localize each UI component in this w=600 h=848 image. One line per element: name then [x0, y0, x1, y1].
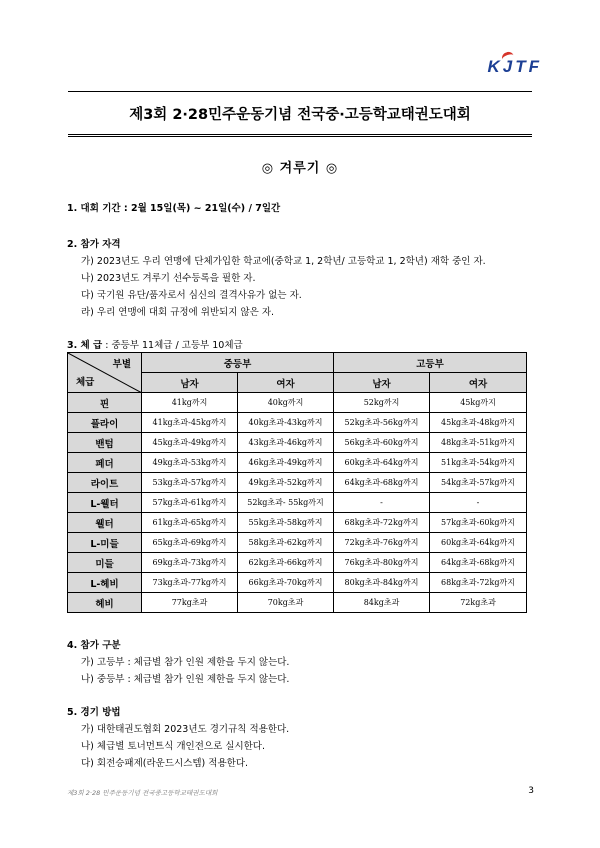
weight-range-cell: 41kg까지 [142, 393, 238, 413]
weight-range-cell: 76kg초과-80kg까지 [334, 553, 430, 573]
weight-range-cell: 72kg초과 [430, 593, 527, 613]
division-header: 고등부 [334, 353, 527, 373]
weight-range-cell: 72kg초과-76kg까지 [334, 533, 430, 553]
weight-range-cell: 40kg초과-43kg까지 [238, 413, 334, 433]
weight-class-name: 페더 [68, 453, 142, 473]
table-row [68, 593, 527, 613]
weight-class-name: L-미들 [68, 533, 142, 553]
gender-header: 여자 [238, 373, 334, 393]
weight-range-cell: 73kg초과-77kg까지 [142, 573, 238, 593]
weight-class-name: 헤비 [68, 593, 142, 613]
weight-range-cell: 40kg까지 [238, 393, 334, 413]
weight-heading-detail: : 중등부 11체급 / 고등부 10체급 [102, 340, 243, 351]
weight-range-cell: 66kg초과-70kg까지 [238, 573, 334, 593]
weight-class-name: 핀 [68, 393, 142, 413]
table-row [68, 513, 527, 533]
weight-class-name: 라이트 [68, 473, 142, 493]
weight-range-cell: 69kg초과-73kg까지 [142, 553, 238, 573]
gender-header: 여자 [430, 373, 527, 393]
table-corner-cell [68, 353, 142, 393]
document-title [68, 91, 532, 137]
weight-range-cell: 53kg초과-57kg까지 [142, 473, 238, 493]
weight-range-cell: 49kg초과-53kg까지 [142, 453, 238, 473]
page-number: 3 [528, 786, 534, 796]
weight-class-table [67, 352, 527, 613]
table-row [68, 473, 527, 493]
weight-range-cell: 52kg초과- 55kg까지 [238, 493, 334, 513]
weight-range-cell: 52kg초과-56kg까지 [334, 413, 430, 433]
kjtf-logo [488, 56, 543, 78]
weight-range-cell: 65kg초과-69kg까지 [142, 533, 238, 553]
weight-range-cell: 60kg초과-64kg까지 [334, 453, 430, 473]
table-row [68, 533, 527, 553]
weight-class-name: 밴텀 [68, 433, 142, 453]
document-title-text: 제3회 2·28민주운동기념 전국중·고등학교태권도대회 [129, 106, 471, 123]
weight-range-cell: 62kg초과-66kg까지 [238, 553, 334, 573]
table-row [68, 433, 527, 453]
weight-range-cell: 64kg초과-68kg까지 [334, 473, 430, 493]
logo-text: KJTF [487, 57, 542, 76]
table-row [68, 413, 527, 433]
method-item: 다) 회전승패제(라운드시스템) 적용한다. [81, 758, 249, 769]
weight-heading [67, 337, 243, 351]
weight-range-cell: 70kg초과 [238, 593, 334, 613]
weight-range-cell: 60kg초과-64kg까지 [430, 533, 527, 553]
category-item: 가) 고등부 : 체급별 참가 인원 제한을 두지 않는다. [81, 657, 290, 668]
weight-range-cell: 41kg초과-45kg까지 [142, 413, 238, 433]
weight-range-cell: 77kg초과 [142, 593, 238, 613]
weight-range-cell: 48kg초과-51kg까지 [430, 433, 527, 453]
corner-class-label: 체급 [76, 377, 95, 388]
method-heading: 5. 경기 방법 [67, 707, 121, 718]
weight-range-cell: 45kg까지 [430, 393, 527, 413]
page-footer: 제3회 2·28 민주운동기념 전국중고등학교태권도대회 [67, 789, 218, 797]
weight-range-cell: 45kg초과-49kg까지 [142, 433, 238, 453]
eligibility-item: 가) 2023년도 우리 연맹에 단체가입한 학교에(중학교 1, 2학년/ 고등학교 1, 2학년) 재학 중인 자. [81, 256, 486, 267]
weight-range-cell: 51kg초과-54kg까지 [430, 453, 527, 473]
weight-class-name: L-웰터 [68, 493, 142, 513]
table-row [68, 553, 527, 573]
weight-range-cell: 45kg초과-48kg까지 [430, 413, 527, 433]
weight-class-name: L-헤비 [68, 573, 142, 593]
weight-range-cell: 61kg초과-65kg까지 [142, 513, 238, 533]
weight-range-cell: - [334, 493, 430, 513]
weight-range-cell: 56kg초과-60kg까지 [334, 433, 430, 453]
weight-range-cell: 49kg초과-52kg까지 [238, 473, 334, 493]
weight-range-cell: 68kg초과-72kg까지 [334, 513, 430, 533]
eligibility-item: 나) 2023년도 겨루기 선수등록을 필한 자. [81, 273, 256, 284]
weight-range-cell: 52kg까지 [334, 393, 430, 413]
weight-heading-label: 3. 체 급 [67, 340, 103, 351]
weight-range-cell: 57kg초과-61kg까지 [142, 493, 238, 513]
weight-range-cell: 68kg초과-72kg까지 [430, 573, 527, 593]
gender-header: 남자 [334, 373, 430, 393]
weight-class-rows [68, 393, 527, 613]
eligibility-item: 라) 우리 연맹에 대회 규정에 위반되지 않은 자. [81, 307, 275, 318]
weight-class-name: 웰터 [68, 513, 142, 533]
weight-range-cell: 43kg초과-46kg까지 [238, 433, 334, 453]
weight-range-cell: 55kg초과-58kg까지 [238, 513, 334, 533]
corner-division-label: 부별 [112, 359, 131, 370]
weight-class-name: 미들 [68, 553, 142, 573]
table-row [68, 493, 527, 513]
weight-range-cell: 46kg초과-49kg까지 [238, 453, 334, 473]
gender-header: 남자 [142, 373, 238, 393]
weight-range-cell: 58kg초과-62kg까지 [238, 533, 334, 553]
period-line: 1. 대회 기간 : 2월 15일(목) ~ 21일(수) / 7일간 [67, 203, 281, 214]
division-header: 중등부 [142, 353, 334, 373]
weight-range-cell: 64kg초과-68kg까지 [430, 553, 527, 573]
category-item: 나) 중등부 : 체급별 참가 인원 제한을 두지 않는다. [81, 674, 290, 685]
method-item: 나) 체급별 토너먼트식 개인전으로 실시한다. [81, 741, 265, 752]
table-row [68, 573, 527, 593]
weight-range-cell: 57kg초과-60kg까지 [430, 513, 527, 533]
weight-range-cell: 84kg초과 [334, 593, 430, 613]
section-subtitle: ◎ 겨루기 ◎ [261, 161, 339, 176]
weight-range-cell: - [430, 493, 527, 513]
eligibility-heading: 2. 참가 자격 [67, 239, 121, 250]
eligibility-item: 다) 국기원 유단/품자로서 심신의 결격사유가 없는 자. [81, 290, 302, 301]
weight-class-name: 플라이 [68, 413, 142, 433]
weight-range-cell: 80kg초과-84kg까지 [334, 573, 430, 593]
method-item: 가) 대한태권도협회 2023년도 경기규칙 적용한다. [81, 724, 290, 735]
weight-range-cell: 54kg초과-57kg까지 [430, 473, 527, 493]
table-row [68, 393, 527, 413]
category-heading: 4. 참가 구분 [67, 640, 121, 651]
table-row [68, 453, 527, 473]
